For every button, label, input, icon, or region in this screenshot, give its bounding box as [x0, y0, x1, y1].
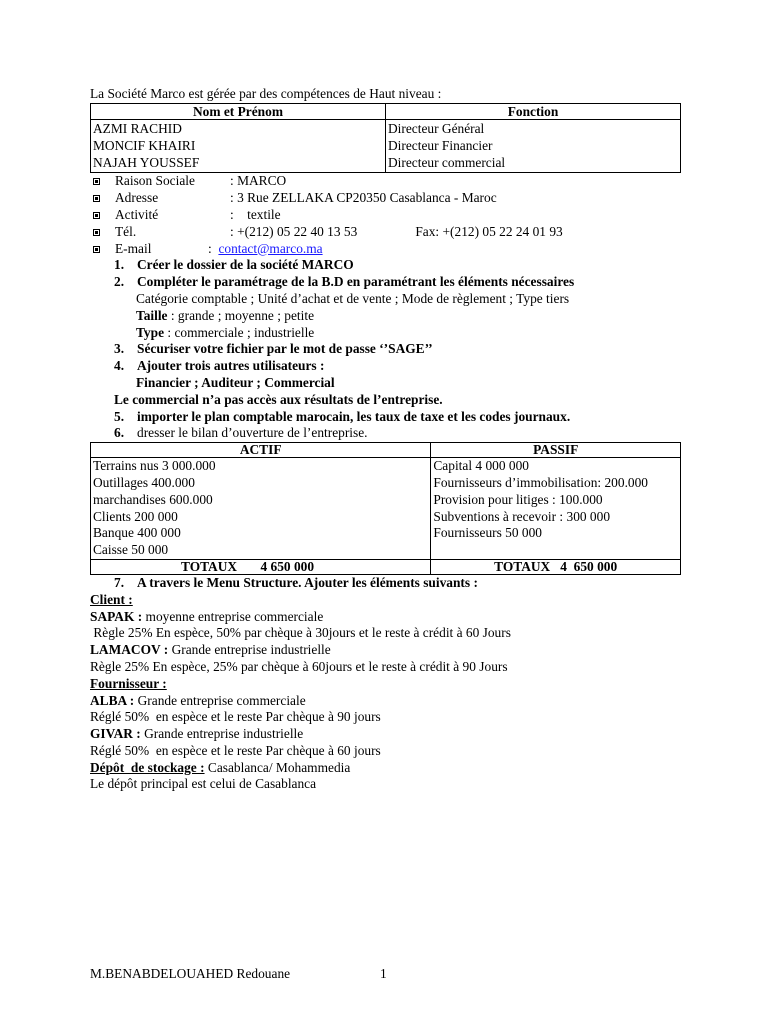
bilan-passif-cell	[431, 458, 681, 560]
square-bullet-icon	[93, 212, 100, 219]
total-actif: TOTAUX 4 650 000	[91, 559, 431, 574]
fournisseur-name: GIVAR :	[90, 726, 141, 742]
steps-list-2	[90, 341, 710, 375]
step-number: 6.	[114, 425, 125, 441]
info-email	[90, 241, 710, 258]
depot-title: Dépôt de stockage :	[90, 759, 205, 775]
step-number: 2.	[114, 274, 125, 290]
fournisseur-title: Fournisseur :	[90, 675, 167, 691]
actif-item: Terrains nus 3 000.000	[93, 458, 216, 474]
depot-line	[90, 760, 710, 777]
depot-value: Casablanca/ Mohammedia	[204, 759, 351, 775]
fournisseur-section-title	[90, 676, 710, 693]
step-text: Compléter le paramétrage de la B.D en paramétrant les éléments nécessaires	[137, 274, 575, 290]
bilan-actif-cell	[91, 458, 431, 560]
staff-function: Directeur Financier	[388, 137, 493, 153]
client-1-rule: Règle 25% En espèce, 50% par chèque à 30jours et le reste à crédit à 60 Jours	[90, 625, 511, 641]
square-bullet-icon	[93, 178, 100, 185]
bilan-header-passif: PASSIF	[431, 443, 681, 458]
staff-name: MONCIF KHAIRI	[93, 137, 196, 153]
info-label: E-mail	[115, 240, 152, 256]
info-adresse	[90, 190, 710, 207]
square-bullet-icon	[93, 246, 100, 253]
step-4	[90, 358, 710, 375]
passif-item: Provision pour litiges : 100.000	[433, 491, 603, 507]
step-text: importer le plan comptable marocain, les taux de taxe et les codes journaux.	[137, 408, 571, 424]
passif-item: Subventions à recevoir : 300 000	[433, 508, 611, 524]
fournisseur-2-rule: Réglé 50% en espèce et le reste Par chèque à 60 jours	[90, 742, 381, 758]
page-footer	[90, 966, 387, 983]
info-tel	[90, 224, 710, 241]
fournisseur-desc: Grande entreprise commerciale	[134, 692, 306, 708]
step-text: Sécuriser votre fichier par le mot de passe ‘’SAGE’’	[137, 341, 433, 357]
staff-table	[90, 103, 681, 173]
staff-header-row	[91, 104, 681, 120]
client-2-rule: Règle 25% En espèce, 25% par chèque à 60jours et le reste à crédit à 90 Jours	[90, 658, 508, 674]
staff-functions-cell	[386, 120, 681, 173]
email-link[interactable]: contact@marco.ma	[218, 240, 323, 256]
step-2	[90, 274, 710, 291]
info-value: : textile	[230, 206, 281, 222]
taille-value: : grande ; moyenne ; petite	[167, 307, 315, 323]
step-4-users: Financier ; Auditeur ; Commercial	[136, 374, 335, 390]
taille-label: Taille	[136, 307, 168, 323]
step-number: 4.	[114, 358, 125, 374]
client-2	[90, 642, 710, 659]
bilan-header-actif: ACTIF	[91, 443, 431, 458]
fournisseur-1	[90, 693, 710, 710]
passif-item	[433, 542, 678, 559]
fournisseur-1-rule: Réglé 50% en espèce et le reste Par chèque à 90 jours	[90, 709, 381, 725]
square-bullet-icon	[93, 195, 100, 202]
type-value: : commerciale ; industrielle	[164, 324, 315, 340]
step-text: dresser le bilan d’ouverture de l’entreprise.	[137, 425, 368, 441]
staff-names-cell	[91, 120, 386, 173]
info-value: : MARCO	[230, 173, 287, 189]
info-raison	[90, 173, 710, 190]
step-3	[90, 341, 710, 358]
step-number: 3.	[114, 341, 125, 357]
document-page	[90, 86, 710, 793]
step-2-type	[90, 325, 710, 342]
intro-text: La Société Marco est gérée par des compétences de Haut niveau :	[90, 86, 442, 101]
page-number: 1	[380, 966, 387, 981]
staff-function: Directeur commercial	[388, 154, 506, 170]
info-label: Adresse	[115, 190, 159, 206]
actif-item: Clients 200 000	[93, 508, 178, 524]
info-value: : 3 Rue ZELLAKA CP20350 Casablanca - Maroc	[230, 190, 497, 206]
client-section-title	[90, 592, 710, 609]
step-7	[90, 575, 710, 592]
client-desc: Grande entreprise industrielle	[168, 642, 331, 658]
staff-name: NAJAH YOUSSEF	[93, 154, 200, 170]
client-title: Client :	[90, 591, 133, 607]
step-number: 7.	[114, 574, 125, 590]
info-activite	[90, 207, 710, 224]
staff-name: AZMI RACHID	[93, 121, 182, 136]
fournisseur-2	[90, 726, 710, 743]
actif-item: Banque 400 000	[93, 525, 181, 541]
staff-header-function: Fonction	[386, 104, 681, 120]
step-number: 5.	[114, 408, 125, 424]
fournisseur-desc: Grande entreprise industrielle	[140, 726, 304, 742]
passif-item: Fournisseurs 50 000	[433, 525, 542, 541]
client-name: SAPAK :	[90, 608, 143, 624]
staff-function: Directeur Général	[388, 121, 485, 136]
step-6	[90, 425, 710, 442]
step-4-note: Le commercial n’a pas accès aux résultats de l’entreprise.	[114, 391, 443, 407]
passif-item: Fournisseurs d’immobilisation: 200.000	[433, 474, 648, 490]
total-passif: TOTAUX 4 650 000	[431, 559, 681, 574]
steps-list-3	[90, 409, 710, 443]
staff-row	[91, 120, 681, 173]
fournisseur-name: ALBA :	[90, 692, 135, 708]
actif-item: marchandises 600.000	[93, 491, 213, 507]
footer-author: M.BENABDELOUAHED Redouane	[90, 966, 291, 981]
depot-note: Le dépôt principal est celui de Casablanca	[90, 776, 317, 792]
step-2-taille	[90, 308, 710, 325]
square-bullet-icon	[93, 229, 100, 236]
step-2-categories: Catégorie comptable ; Unité d’achat et de vente ; Mode de règlement ; Type tiers	[136, 290, 570, 306]
actif-item: Outillages 400.000	[93, 474, 195, 490]
step-text: Ajouter trois autres utilisateurs :	[137, 358, 325, 374]
bilan-total-row	[91, 559, 681, 574]
client-name: LAMACOV :	[90, 642, 169, 658]
step-text: A travers le Menu Structure. Ajouter les éléments suivants :	[137, 574, 478, 590]
bilan-header-row	[91, 443, 681, 458]
step-1	[90, 257, 710, 274]
step-number: 1.	[114, 257, 125, 273]
bilan-table	[90, 442, 681, 575]
step-text: Créer le dossier de la société MARCO	[137, 257, 354, 273]
bilan-body-row	[91, 458, 681, 560]
info-label: Activité	[115, 206, 159, 222]
info-label: Raison Sociale	[115, 173, 195, 189]
client-1	[90, 609, 710, 626]
step-5	[90, 409, 710, 426]
steps-list	[90, 257, 710, 291]
steps-list-4	[90, 575, 710, 592]
info-value: : +(212) 05 22 40 13 53	[230, 223, 358, 239]
passif-item: Capital 4 000 000	[433, 458, 529, 474]
type-label: Type	[136, 324, 165, 340]
info-label: Tél.	[115, 223, 137, 239]
client-desc: moyenne entreprise commerciale	[142, 608, 324, 624]
info-sep: :	[208, 240, 212, 256]
actif-item: Caisse 50 000	[93, 542, 169, 558]
staff-header-name: Nom et Prénom	[91, 104, 386, 120]
company-info-list	[90, 173, 710, 257]
info-fax: Fax: +(212) 05 22 24 01 93	[415, 223, 563, 239]
